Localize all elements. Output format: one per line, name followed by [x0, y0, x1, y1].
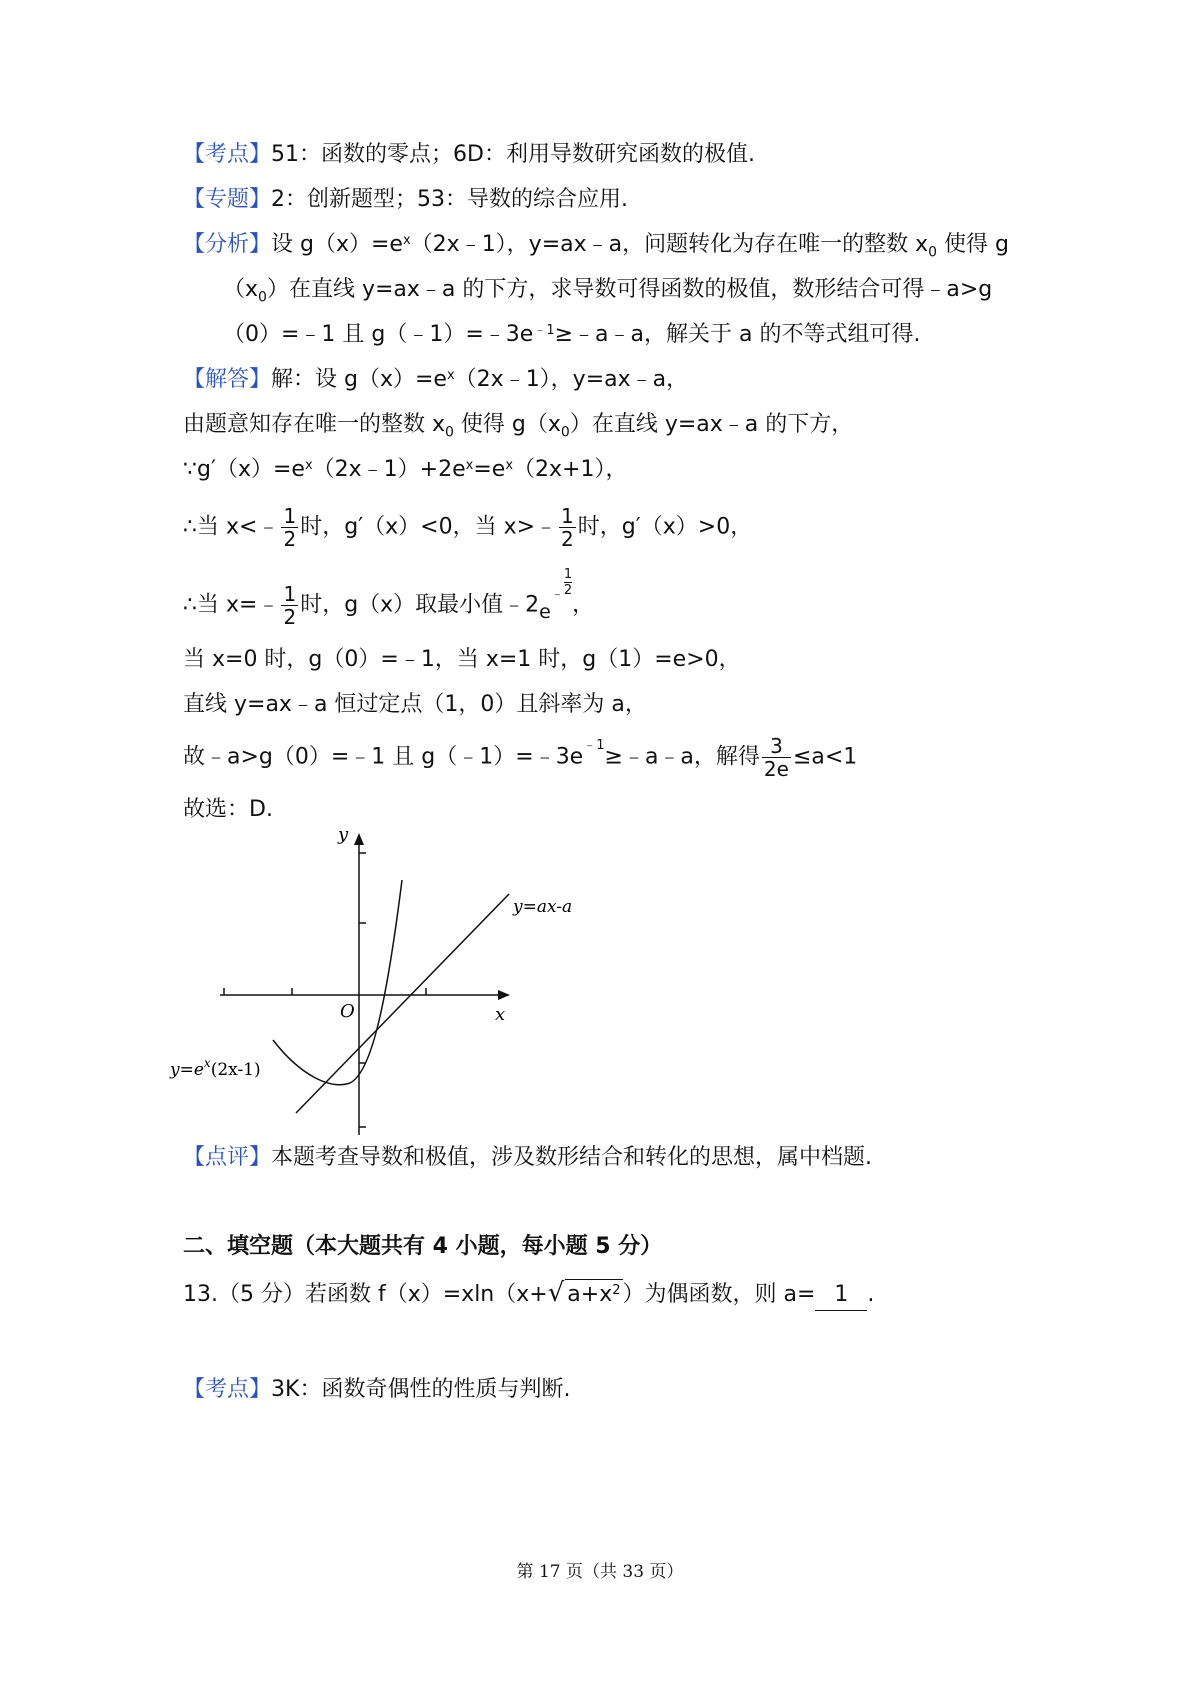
jieda-text: ≤a<1: [792, 744, 858, 770]
fraction: [281, 583, 298, 628]
line-y-ax-a: [296, 894, 509, 1113]
jieda-text: （2x+1），: [513, 457, 628, 482]
dianping-line: [183, 1143, 872, 1173]
exponent: ﹣1: [533, 323, 555, 338]
jieda-text: 使得 g（x: [453, 412, 561, 437]
x-axis-arrow: [498, 990, 510, 1000]
curve-label-b: (2x-1): [210, 1060, 261, 1080]
jieda-text: ≥﹣a﹣a，解得: [604, 744, 760, 770]
curve-g: [273, 880, 402, 1085]
curve-label-sup: x: [203, 1056, 211, 1070]
fenxi-text: 设 g（x）=e: [271, 232, 403, 257]
jieda-text: ∴当 x=﹣: [183, 592, 280, 618]
jieda-text: 时，g（x）取最小值﹣2: [300, 592, 540, 618]
jieda-text: ，: [572, 592, 595, 618]
exponent: x: [505, 458, 514, 473]
sqrt-sign: √: [547, 1278, 565, 1308]
sqrt-body: [565, 1279, 622, 1310]
fraction-numerator: 1: [561, 504, 574, 528]
sqrt-content: a+x: [567, 1282, 613, 1307]
subscript: 0: [258, 289, 267, 306]
fraction: [559, 505, 576, 550]
fraction: [762, 735, 791, 780]
zhuanti-tag: 【专题】: [183, 187, 272, 212]
question-13: [183, 1278, 874, 1311]
curve-label-a: y=e: [170, 1060, 204, 1080]
exponent: 2: [612, 1283, 621, 1298]
section-title: [183, 1232, 662, 1262]
zhuanti-line: [183, 185, 628, 215]
answer-blank: 1: [815, 1280, 867, 1311]
fenxi-tag: 【分析】: [183, 232, 272, 257]
jieda-line-5: [183, 567, 595, 629]
fraction-denominator: 2: [563, 583, 573, 598]
jieda-text: 时，g′（x）<0，当 x>﹣: [300, 514, 558, 540]
question-text: 13.（5 分）若函数 f（x）=xln（x+: [183, 1282, 548, 1307]
jieda-line-7: [183, 690, 647, 720]
jieda-line-8: [183, 735, 857, 780]
section-title-text: 二、填空题（本大题共有 4 小题，每小题 5 分）: [183, 1234, 663, 1259]
curve-label: [169, 1056, 261, 1080]
dianping-tag: 【点评】: [183, 1145, 272, 1170]
fenxi-text: ≥﹣a﹣a，解关于 a 的不等式组可得.: [554, 322, 921, 347]
fenxi-line-3: [223, 320, 920, 350]
zhuanti-text: 2：创新题型；53：导数的综合应用.: [271, 187, 629, 212]
exponent: ﹣1: [583, 738, 605, 753]
line-label: y=ax-a: [513, 897, 573, 917]
fenxi-text: （0）=﹣1 且 g（﹣1）=﹣3e: [223, 322, 534, 347]
kaodian-text: 51：函数的零点；6D：利用导数研究函数的极值.: [271, 142, 755, 167]
exponent: x: [402, 233, 411, 248]
kaodian-tag: 【考点】: [183, 142, 272, 167]
subscript: 0: [560, 424, 570, 441]
page-footer: 第 17 页（共 33 页）: [516, 1562, 684, 1582]
question-text: .: [867, 1282, 875, 1307]
jieda-text: 解：设 g（x）=e: [271, 367, 447, 392]
fraction-denominator: 2: [283, 605, 297, 629]
jieda-line-1: [183, 365, 688, 395]
jieda-text: 当 x=0 时，g（0）=﹣1，当 x=1 时，g（1）=e>0，: [183, 647, 741, 672]
fraction-denominator: 2: [283, 527, 297, 551]
jieda-text: 直线 y=ax﹣a 恒过定点（1，0）且斜率为 a，: [183, 692, 647, 717]
kaodian-line-2: [183, 1375, 570, 1405]
jieda-text: =e: [473, 457, 506, 482]
exponent-fraction: [564, 567, 572, 598]
fenxi-line-2: [223, 275, 992, 312]
jieda-text: （2x﹣1），y=ax﹣a，: [454, 367, 689, 392]
subscript: 0: [445, 424, 454, 441]
jieda-text: 由题意知存在唯一的整数 x: [183, 412, 446, 437]
fraction-denominator: 2: [561, 527, 574, 551]
exponent: x: [446, 368, 455, 383]
fenxi-text: （2x﹣1），y=ax﹣a，问题转化为存在唯一的整数 x: [410, 232, 929, 257]
jieda-text: 故﹣a>g（0）=﹣1 且 g（﹣1）=﹣3e: [183, 744, 584, 770]
jieda-text: （2x﹣1）+2e: [312, 457, 466, 482]
exponent-minus: ﹣: [550, 586, 564, 602]
jieda-line-9: [183, 795, 273, 825]
fraction-numerator: 1: [283, 582, 297, 606]
jieda-text: 故选：D.: [183, 797, 273, 822]
fenxi-line-1: [183, 230, 1009, 267]
y-axis-label: y: [338, 824, 349, 845]
fraction-denominator: 2e: [763, 757, 789, 781]
jieda-text: 时，g′（x）>0，: [577, 514, 753, 540]
jieda-tag: 【解答】: [183, 367, 272, 392]
fraction: [281, 505, 298, 550]
subscript: 0: [928, 244, 938, 261]
fenxi-text: 使得 g: [937, 232, 1010, 257]
fraction-numerator: 1: [283, 504, 297, 528]
fraction-numerator: 3: [762, 735, 791, 758]
jieda-text: ）在直线 y=ax﹣a 的下方，: [569, 412, 854, 437]
question-text: ）为偶函数，则 a=: [622, 1282, 816, 1307]
fenxi-text: ）在直线 y=ax﹣a 的下方，求导数可得函数的极值，数形结合可得﹣a>g: [266, 277, 993, 302]
y-axis-arrow: [354, 833, 364, 845]
kaodian-tag: 【考点】: [183, 1377, 272, 1402]
jieda-line-4: [183, 505, 752, 550]
origin-label: O: [340, 1001, 355, 1022]
fenxi-text: （x: [223, 277, 259, 302]
jieda-line-3: [183, 455, 627, 485]
jieda-line-2: [183, 410, 853, 447]
kaodian-line: [183, 140, 755, 170]
exponent: x: [465, 458, 474, 473]
jieda-line-6: [183, 645, 741, 675]
dianping-text: 本题考查导数和极值，涉及数形结合和转化的思想，属中档题.: [271, 1145, 873, 1170]
base-e: e: [539, 600, 551, 623]
jieda-text: ∵g′（x）=e: [183, 457, 305, 482]
fraction-numerator: 1: [563, 567, 573, 582]
function-graph: [170, 824, 610, 1145]
exponent: x: [304, 458, 313, 473]
kaodian-text: 3K：函数奇偶性的性质与判断.: [271, 1377, 571, 1402]
x-axis-label: x: [495, 1004, 506, 1025]
jieda-text: ∴当 x<﹣: [183, 514, 280, 540]
